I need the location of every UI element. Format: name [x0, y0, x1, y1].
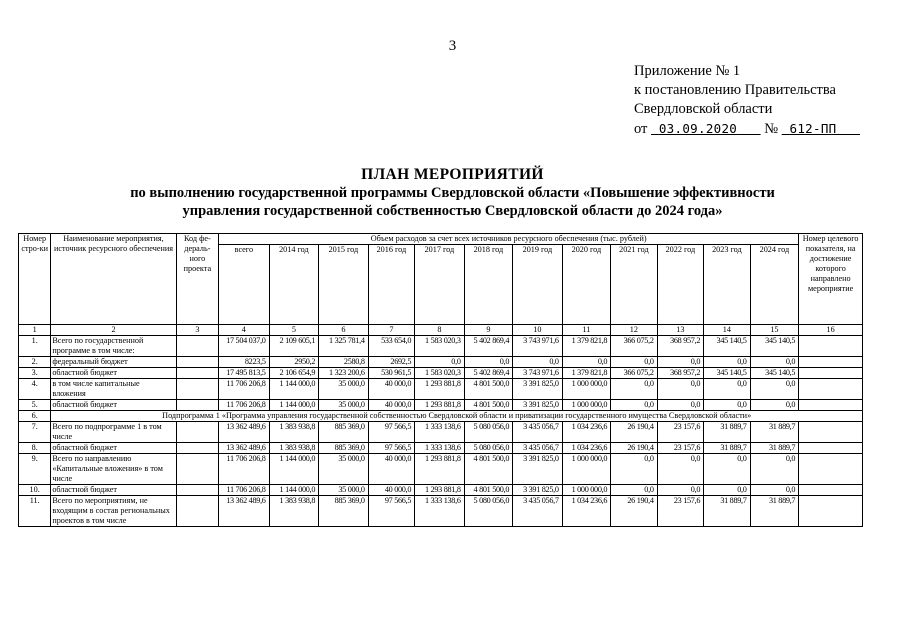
row-name: Всего по государственной программе в том числе: — [51, 336, 176, 357]
row-value-6: 3 391 825,0 — [513, 400, 563, 411]
row-value-4: 1 333 138,6 — [415, 422, 465, 443]
row-target — [799, 336, 863, 357]
header-name: Наименование мероприятия, источник ресурсного обеспечения — [51, 234, 176, 325]
title-line-2: по выполнению государственной программы Свердловской области «Повышение эффективности — [130, 185, 775, 201]
row-value-0: 13 362 489,6 — [219, 443, 270, 454]
row-value-9: 23 157,6 — [657, 443, 703, 454]
row-target — [799, 368, 863, 379]
row-name: в том числе капитальные вложения — [51, 379, 176, 400]
row-value-10: 31 889,7 — [704, 443, 750, 454]
column-index-3: 3 — [176, 325, 218, 336]
row-name: Всего по направлению «Капитальные вложения» в том числе — [51, 454, 176, 485]
row-value-9: 0,0 — [657, 379, 703, 400]
row-value-11: 31 889,7 — [750, 496, 799, 527]
row-name: федеральный бюджет — [51, 357, 176, 368]
row-value-7: 0,0 — [562, 357, 611, 368]
row-value-2: 2580,8 — [319, 357, 369, 368]
row-value-11: 0,0 — [750, 485, 799, 496]
row-value-6: 3 435 056,7 — [513, 422, 563, 443]
row-value-7: 1 000 000,0 — [562, 454, 611, 485]
row-value-4: 1 293 881,8 — [415, 400, 465, 411]
row-value-10: 0,0 — [704, 379, 750, 400]
appendix-line-2: к постановлению Правительства — [634, 82, 836, 98]
row-name: Всего по мероприятиям, не входящим в состав региональных проектов в том числе — [51, 496, 176, 527]
row-value-2: 35 000,0 — [319, 454, 369, 485]
row-value-6: 0,0 — [513, 357, 563, 368]
row-code — [176, 336, 218, 357]
row-target — [799, 357, 863, 368]
row-code — [176, 357, 218, 368]
row-name: областной бюджет — [51, 485, 176, 496]
row-name: Всего по подпрограмме 1 в том числе — [51, 422, 176, 443]
row-value-1: 1 383 938,8 — [269, 443, 319, 454]
row-value-8: 26 190,4 — [611, 496, 657, 527]
row-value-1: 1 144 000,0 — [269, 454, 319, 485]
row-target — [799, 496, 863, 527]
header-year-0: всего — [219, 245, 270, 325]
row-value-4: 1 583 020,3 — [415, 368, 465, 379]
row-value-8: 26 190,4 — [611, 422, 657, 443]
header-year-5: 2018 год — [464, 245, 513, 325]
header-year-8: 2021 год — [611, 245, 657, 325]
row-value-2: 35 000,0 — [319, 485, 369, 496]
row-value-8: 0,0 — [611, 454, 657, 485]
row-value-9: 23 157,6 — [657, 496, 703, 527]
row-value-8: 26 190,4 — [611, 443, 657, 454]
row-value-9: 23 157,6 — [657, 422, 703, 443]
title-line-1: ПЛАН МЕРОПРИЯТИЙ — [361, 166, 544, 183]
row-value-10: 345 140,5 — [704, 368, 750, 379]
row-value-9: 0,0 — [657, 485, 703, 496]
row-value-10: 345 140,5 — [704, 336, 750, 357]
row-value-0: 17 504 037,0 — [219, 336, 270, 357]
row-number: 9. — [19, 454, 51, 485]
number-prefix: № — [764, 121, 779, 137]
row-value-9: 368 957,2 — [657, 368, 703, 379]
row-value-3: 40 000,0 — [368, 400, 414, 411]
row-target — [799, 379, 863, 400]
appendix-date-line — [634, 119, 894, 139]
column-index-2: 2 — [51, 325, 176, 336]
row-code — [176, 400, 218, 411]
table-row — [19, 400, 863, 411]
row-value-11: 345 140,5 — [750, 368, 799, 379]
row-value-6: 3 743 971,6 — [513, 368, 563, 379]
row-number: 3. — [19, 368, 51, 379]
row-value-1: 1 144 000,0 — [269, 379, 319, 400]
row-value-10: 0,0 — [704, 357, 750, 368]
row-value-9: 368 957,2 — [657, 336, 703, 357]
row-value-8: 0,0 — [611, 379, 657, 400]
row-code — [176, 485, 218, 496]
row-name: областной бюджет — [51, 400, 176, 411]
column-index-4: 4 — [219, 325, 270, 336]
row-code — [176, 454, 218, 485]
row-value-7: 1 034 236,6 — [562, 443, 611, 454]
column-index-10: 10 — [513, 325, 563, 336]
column-index-11: 11 — [562, 325, 611, 336]
row-value-5: 0,0 — [464, 357, 513, 368]
column-index-14: 14 — [704, 325, 750, 336]
subprogram-title: Подпрограмма 1 «Программа управления государственной собственностью Свердловской области и приватизации государственного имущества Свердловской области» — [51, 411, 863, 422]
row-code — [176, 496, 218, 527]
row-value-11: 0,0 — [750, 400, 799, 411]
row-value-5: 4 801 500,0 — [464, 400, 513, 411]
table-row — [19, 368, 863, 379]
row-value-3: 97 566,5 — [368, 422, 414, 443]
subprogram-row — [19, 411, 863, 422]
row-value-6: 3 391 825,0 — [513, 454, 563, 485]
title-line-3: управления государственной собственностью Свердловской области до 2024 года» — [182, 203, 723, 219]
row-name: областной бюджет — [51, 443, 176, 454]
row-target — [799, 485, 863, 496]
header-year-9: 2022 год — [657, 245, 703, 325]
column-index-5: 5 — [269, 325, 319, 336]
row-value-4: 0,0 — [415, 357, 465, 368]
row-value-5: 5 080 056,0 — [464, 422, 513, 443]
row-value-0: 8223,5 — [219, 357, 270, 368]
row-code — [176, 422, 218, 443]
column-index-8: 8 — [415, 325, 465, 336]
row-value-7: 1 379 821,8 — [562, 336, 611, 357]
column-index-15: 15 — [750, 325, 799, 336]
row-value-2: 35 000,0 — [319, 379, 369, 400]
row-value-3: 533 654,0 — [368, 336, 414, 357]
row-value-5: 5 080 056,0 — [464, 496, 513, 527]
row-number: 10. — [19, 485, 51, 496]
row-value-7: 1 034 236,6 — [562, 496, 611, 527]
row-value-5: 5 402 869,4 — [464, 368, 513, 379]
appendix-block — [634, 62, 894, 139]
row-value-10: 0,0 — [704, 400, 750, 411]
row-value-4: 1 333 138,6 — [415, 443, 465, 454]
row-value-8: 0,0 — [611, 485, 657, 496]
header-year-11: 2024 год — [750, 245, 799, 325]
row-value-7: 1 000 000,0 — [562, 485, 611, 496]
row-value-11: 31 889,7 — [750, 422, 799, 443]
row-number: 8. — [19, 443, 51, 454]
column-index-7: 7 — [368, 325, 414, 336]
row-value-4: 1 293 881,8 — [415, 454, 465, 485]
row-value-2: 885 369,0 — [319, 443, 369, 454]
row-value-1: 1 144 000,0 — [269, 400, 319, 411]
row-value-2: 1 325 781,4 — [319, 336, 369, 357]
header-year-2: 2015 год — [319, 245, 369, 325]
column-index-12: 12 — [611, 325, 657, 336]
header-row-number: Номер стро-ки — [19, 234, 51, 325]
row-value-3: 530 961,5 — [368, 368, 414, 379]
row-value-9: 0,0 — [657, 400, 703, 411]
row-value-7: 1 000 000,0 — [562, 379, 611, 400]
row-value-10: 0,0 — [704, 454, 750, 485]
row-target — [799, 454, 863, 485]
row-value-8: 0,0 — [611, 400, 657, 411]
row-value-1: 1 383 938,8 — [269, 422, 319, 443]
row-value-0: 11 706 206,8 — [219, 454, 270, 485]
row-number: 4. — [19, 379, 51, 400]
row-value-0: 17 495 813,5 — [219, 368, 270, 379]
row-value-3: 97 566,5 — [368, 443, 414, 454]
table-row — [19, 379, 863, 400]
row-value-6: 3 391 825,0 — [513, 379, 563, 400]
row-target — [799, 422, 863, 443]
row-value-11: 31 889,7 — [750, 443, 799, 454]
row-value-4: 1 293 881,8 — [415, 485, 465, 496]
row-value-0: 13 362 489,6 — [219, 496, 270, 527]
row-value-5: 4 801 500,0 — [464, 454, 513, 485]
row-value-9: 0,0 — [657, 454, 703, 485]
row-value-1: 2 109 605,1 — [269, 336, 319, 357]
row-value-4: 1 293 881,8 — [415, 379, 465, 400]
row-number: 2. — [19, 357, 51, 368]
row-value-5: 4 801 500,0 — [464, 379, 513, 400]
row-code — [176, 368, 218, 379]
row-value-8: 0,0 — [611, 357, 657, 368]
row-value-6: 3 391 825,0 — [513, 485, 563, 496]
row-value-3: 40 000,0 — [368, 454, 414, 485]
row-number: 1. — [19, 336, 51, 357]
row-target — [799, 400, 863, 411]
page-number: 3 — [448, 38, 457, 54]
row-code — [176, 379, 218, 400]
row-value-10: 0,0 — [704, 485, 750, 496]
table-row — [19, 454, 863, 485]
header-year-1: 2014 год — [269, 245, 319, 325]
header-year-7: 2020 год — [562, 245, 611, 325]
row-value-4: 1 333 138,6 — [415, 496, 465, 527]
table-row — [19, 485, 863, 496]
row-value-2: 885 369,0 — [319, 496, 369, 527]
date-prefix: от — [634, 121, 648, 137]
row-target — [799, 443, 863, 454]
header-volume: Объем расходов за счет всех источников ресурсного обеспечения (тыс. рублей) — [219, 234, 799, 245]
row-value-1: 2 106 654,9 — [269, 368, 319, 379]
row-value-3: 97 566,5 — [368, 496, 414, 527]
row-value-11: 0,0 — [750, 454, 799, 485]
row-value-8: 366 075,2 — [611, 336, 657, 357]
row-number: 11. — [19, 496, 51, 527]
table-row — [19, 336, 863, 357]
row-code — [176, 443, 218, 454]
decree-number: 612-ПП — [789, 121, 837, 136]
row-value-11: 0,0 — [750, 379, 799, 400]
row-value-5: 5 402 869,4 — [464, 336, 513, 357]
table-row — [19, 496, 863, 527]
row-value-7: 1 379 821,8 — [562, 368, 611, 379]
row-value-5: 5 080 056,0 — [464, 443, 513, 454]
row-value-3: 40 000,0 — [368, 379, 414, 400]
row-value-7: 1 000 000,0 — [562, 400, 611, 411]
row-value-11: 0,0 — [750, 357, 799, 368]
header-year-10: 2023 год — [704, 245, 750, 325]
row-value-11: 345 140,5 — [750, 336, 799, 357]
row-value-2: 35 000,0 — [319, 400, 369, 411]
row-value-0: 11 706 206,8 — [219, 400, 270, 411]
table-row — [19, 443, 863, 454]
table-row — [19, 357, 863, 368]
row-number: 7. — [19, 422, 51, 443]
row-value-10: 31 889,7 — [704, 422, 750, 443]
appendix-line-3: Свердловской области — [634, 101, 773, 117]
row-value-10: 31 889,7 — [704, 496, 750, 527]
row-value-2: 885 369,0 — [319, 422, 369, 443]
column-index-16: 16 — [799, 325, 863, 336]
header-year-6: 2019 год — [513, 245, 563, 325]
row-value-1: 1 383 938,8 — [269, 496, 319, 527]
row-value-0: 11 706 206,8 — [219, 379, 270, 400]
row-value-6: 3 435 056,7 — [513, 496, 563, 527]
row-value-0: 11 706 206,8 — [219, 485, 270, 496]
header-code: Код фе-дераль-ного проекта — [176, 234, 218, 325]
row-value-6: 3 435 056,7 — [513, 443, 563, 454]
row-value-6: 3 743 971,6 — [513, 336, 563, 357]
row-value-3: 2692,5 — [368, 357, 414, 368]
table-row — [19, 422, 863, 443]
row-value-5: 4 801 500,0 — [464, 485, 513, 496]
column-index-13: 13 — [657, 325, 703, 336]
row-value-1: 2950,2 — [269, 357, 319, 368]
header-year-3: 2016 год — [368, 245, 414, 325]
header-target: Номер целевого показателя, на достижение которого направлено мероприятие — [799, 234, 863, 325]
row-number: 6. — [19, 411, 51, 422]
row-value-2: 1 323 200,6 — [319, 368, 369, 379]
row-value-8: 366 075,2 — [611, 368, 657, 379]
column-index-1: 1 — [19, 325, 51, 336]
column-index-6: 6 — [319, 325, 369, 336]
plan-table — [18, 233, 863, 527]
row-value-1: 1 144 000,0 — [269, 485, 319, 496]
row-number: 5. — [19, 400, 51, 411]
column-index-row — [19, 325, 863, 336]
decree-date: 03.09.2020 — [658, 121, 738, 136]
row-name: областной бюджет — [51, 368, 176, 379]
header-year-4: 2017 год — [415, 245, 465, 325]
row-value-0: 13 362 489,6 — [219, 422, 270, 443]
row-value-9: 0,0 — [657, 357, 703, 368]
row-value-4: 1 583 020,3 — [415, 336, 465, 357]
header-row-1 — [19, 234, 863, 245]
row-value-3: 40 000,0 — [368, 485, 414, 496]
document-title — [0, 166, 905, 220]
column-index-9: 9 — [464, 325, 513, 336]
appendix-line-1: Приложение № 1 — [634, 63, 741, 79]
row-value-7: 1 034 236,6 — [562, 422, 611, 443]
